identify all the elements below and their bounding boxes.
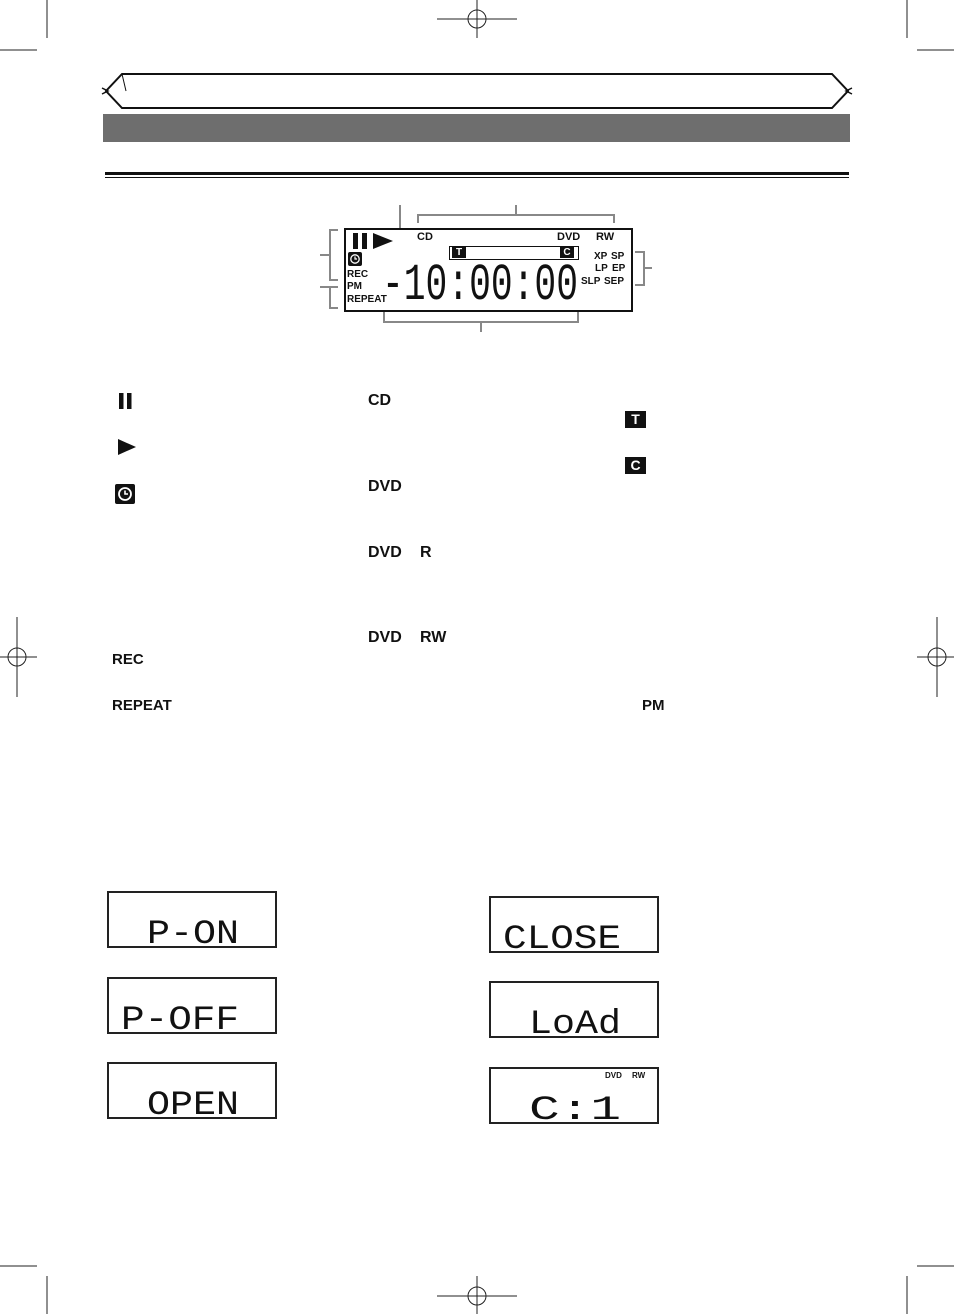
pm-indicator: PM (347, 281, 362, 292)
ep-indicator: EP (612, 263, 626, 274)
title-mark-icon: T (452, 247, 466, 258)
sep-indicator: SEP (604, 276, 625, 287)
legend-dvd-rw-rw: RW (420, 629, 447, 646)
timer-icon (115, 484, 135, 504)
display-example-load (489, 981, 659, 1038)
display-example-text: OPEN (147, 1087, 239, 1117)
legend-cd: CD (368, 392, 392, 409)
legend-dvd-r-dvd: DVD (368, 544, 402, 561)
display-example-c1 (489, 1067, 659, 1124)
xp-indicator: XP (594, 251, 608, 262)
display-example-close (489, 896, 659, 953)
display-example-p-on (107, 891, 277, 948)
slp-indicator: SLP (581, 276, 601, 287)
chapter-mark-icon: C (560, 247, 574, 258)
repeat-indicator: REPEAT (347, 294, 387, 305)
display-example-text: LoAd (529, 1006, 621, 1036)
display-example-text: C:1 (529, 1092, 621, 1122)
display-example-p-off (107, 977, 277, 1034)
lp-indicator: LP (595, 263, 608, 274)
legend-dvd-r-r: R (420, 544, 432, 561)
legend-pm: PM (642, 697, 665, 714)
sp-indicator: SP (611, 251, 625, 262)
legend-rec: REC (112, 651, 144, 668)
time-display (382, 253, 582, 307)
pause-icon (352, 232, 370, 250)
legend-dvd: DVD (368, 478, 402, 495)
pause-icon (118, 392, 134, 410)
display-example-text: P-ON (147, 916, 239, 946)
front-panel-display-diagram (300, 195, 670, 340)
rw-indicator: RW (596, 231, 615, 243)
section-bar (103, 114, 850, 142)
play-icon (117, 438, 137, 456)
display-example-text: CLOSE (503, 921, 621, 951)
rec-indicator: REC (347, 269, 369, 280)
dvd-indicator: DVD (557, 231, 581, 243)
tiny-dvd-indicator: DVD (605, 1071, 622, 1080)
divider-rule (105, 172, 849, 175)
play-icon (372, 232, 394, 250)
display-example-text: P-OFF (121, 1002, 239, 1032)
legend-dvd-rw-dvd: DVD (368, 629, 402, 646)
time-display-text: -10:00:00 (382, 256, 578, 307)
title-mark-icon: T (625, 411, 646, 428)
tiny-rw-indicator: RW (632, 1071, 646, 1080)
chapter-mark-icon: C (625, 457, 646, 474)
legend-repeat: REPEAT (112, 697, 172, 714)
timer-icon (348, 252, 362, 266)
display-example-open (107, 1062, 277, 1119)
header-banner (100, 70, 854, 112)
divider-rule-thin (105, 177, 849, 178)
cd-indicator: CD (417, 231, 433, 243)
